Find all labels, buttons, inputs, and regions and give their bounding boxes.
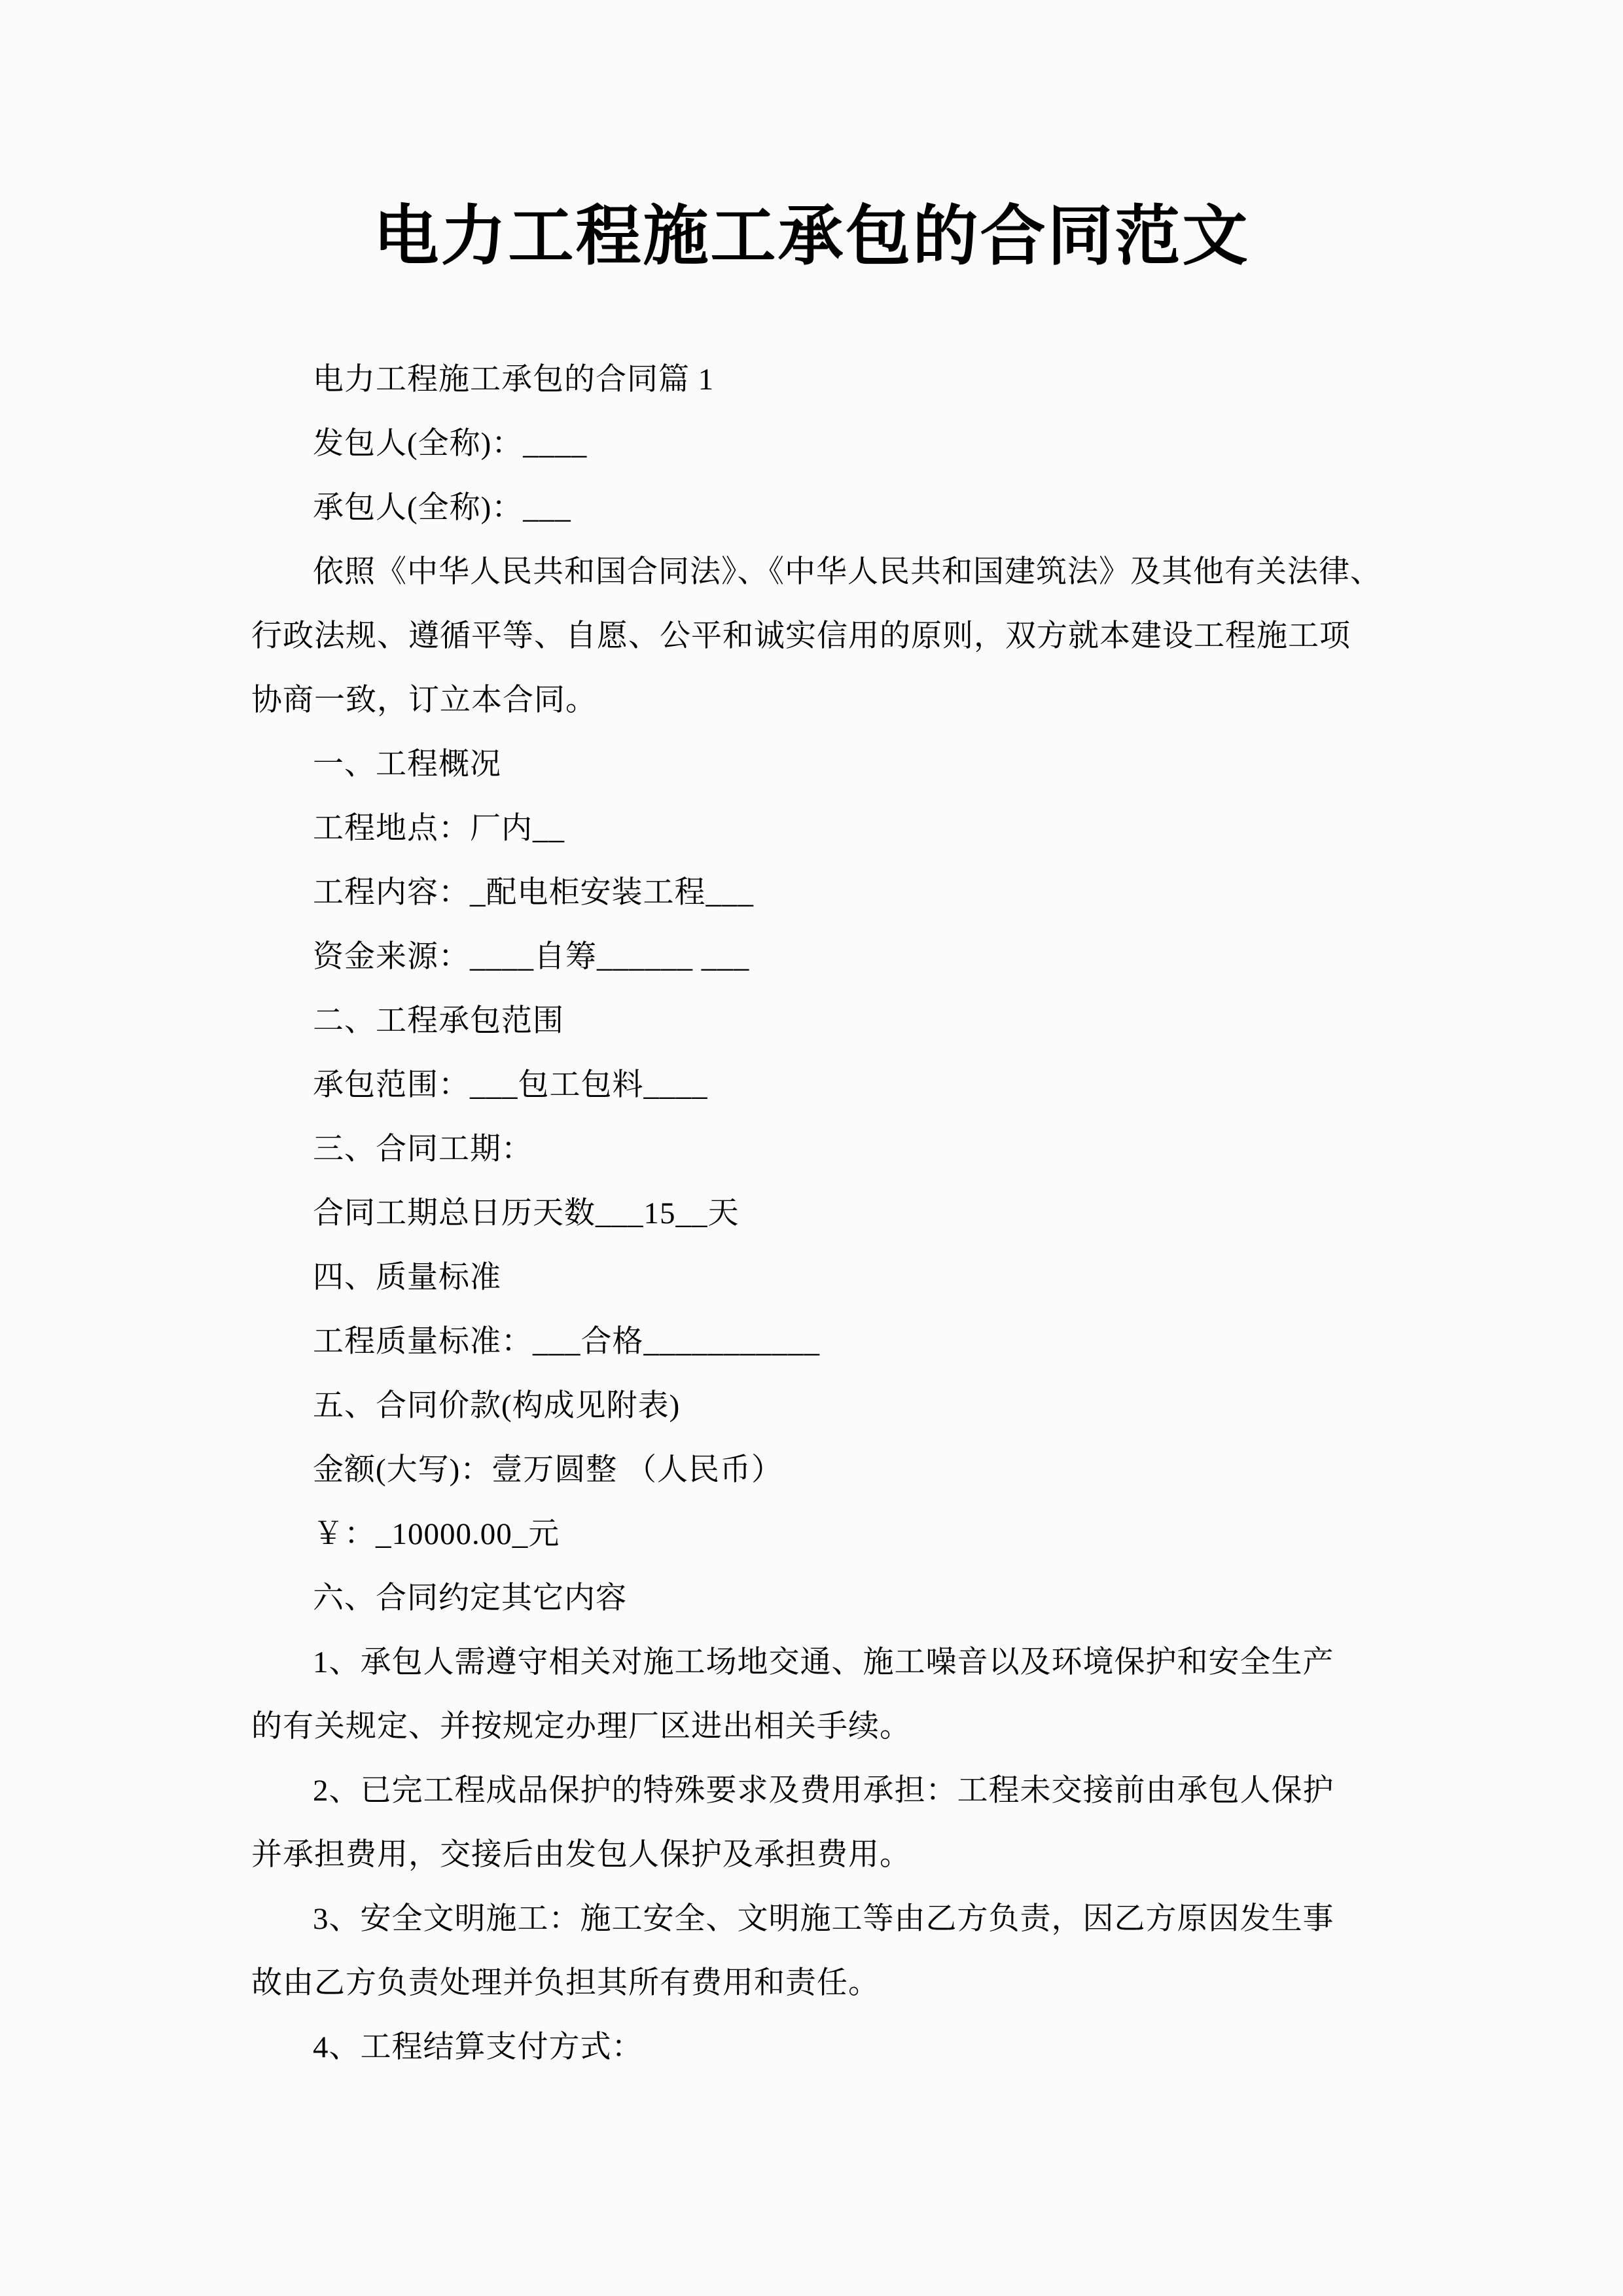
- document-line: 承包范围：___包工包料____: [313, 1068, 708, 1102]
- document-line: 并承担费用，交接后由发包人保护及承担费用。: [251, 1838, 911, 1872]
- document-line: 的有关规定、并按规定办理厂区进出相关手续。: [251, 1710, 911, 1744]
- document-line: 发包人(全称)：____: [313, 427, 588, 461]
- document-line: 五、合同价款(构成见附表): [313, 1389, 681, 1423]
- document-line: 2、已完工程成品保护的特殊要求及费用承担：工程未交接前由承包人保护: [313, 1774, 1334, 1808]
- document-line: 三、合同工期：: [313, 1132, 533, 1166]
- document-line: 四、质量标准: [313, 1261, 501, 1295]
- document-body: [251, 348, 1382, 2079]
- document-title: 电力工程施工承包的合同范文: [373, 200, 1250, 273]
- document-line: 一、工程概况: [313, 747, 501, 781]
- document-line: 承包人(全称)：___: [313, 491, 571, 525]
- document-line: 资金来源：____自筹______ ___: [313, 940, 750, 974]
- document-line: 工程质量标准：___合格___________: [313, 1325, 820, 1359]
- document-line: 故由乙方负责处理并负担其所有费用和责任。: [251, 1966, 880, 2000]
- document-line: 合同工期总日历天数___15__天: [313, 1196, 740, 1230]
- document-line: 协商一致，订立本合同。: [251, 683, 597, 717]
- document-line: 4、工程结算支付方式：: [313, 2030, 643, 2064]
- document-line: 工程地点：厂内__: [313, 812, 565, 846]
- document-line: 金额(大写)：壹万圆整 （人民币）: [313, 1453, 783, 1487]
- document-line: 电力工程施工承包的合同篇 1: [313, 363, 715, 397]
- document-line: 依照《中华人民共和国合同法》、《中华人民共和国建筑法》及其他有关法律、: [313, 555, 1382, 589]
- document-line: 行政法规、遵循平等、自愿、公平和诚实信用的原则，双方就本建设工程施工项: [251, 619, 1351, 653]
- document-line: 六、合同约定其它内容: [313, 1581, 627, 1615]
- document-line: 3、安全文明施工：施工安全、文明施工等由乙方负责，因乙方原因发生事: [313, 1902, 1334, 1936]
- document-line: ￥：_10000.00_元: [313, 1517, 560, 1551]
- document-line: 1、承包人需遵守相关对施工场地交通、施工噪音以及环境保护和安全生产: [313, 1645, 1334, 1679]
- document-line: 二、工程承包范围: [313, 1004, 564, 1038]
- document-line: 工程内容：_配电柜安装工程___: [313, 876, 754, 910]
